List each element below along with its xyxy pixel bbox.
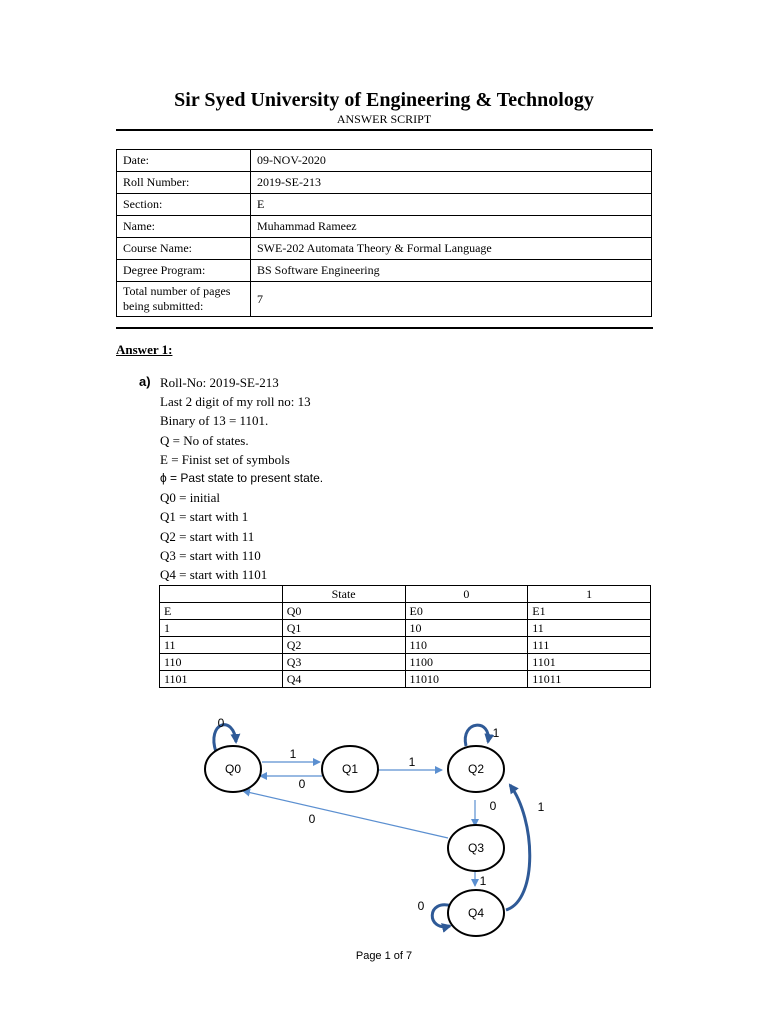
state-table-cell: E1 <box>528 603 651 620</box>
state-table-cell: E <box>160 603 283 620</box>
state-table-cell: 11 <box>528 620 651 637</box>
answer-line: ϕ = Past state to present state. <box>160 471 324 486</box>
state-table-cell: 10 <box>405 620 528 637</box>
answer-lines <box>160 373 323 584</box>
loop-q2 <box>465 725 488 746</box>
info-row <box>117 282 652 317</box>
state-label-q1: Q1 <box>341 762 359 776</box>
info-row <box>117 238 652 260</box>
state-table-cell: 1101 <box>160 671 283 688</box>
state-table-cell: Q3 <box>282 654 405 671</box>
table-row <box>160 603 651 620</box>
state-table-cell: 11010 <box>405 671 528 688</box>
state-table-header <box>160 586 651 603</box>
state-table-cell: 11 <box>160 637 283 654</box>
answer-line: Roll-No: 2019-SE-213 <box>160 375 279 390</box>
state-table-header-cell <box>160 586 283 603</box>
answer-heading: Answer 1: <box>116 342 173 357</box>
info-value: SWE-202 Automata Theory & Formal Language <box>251 238 652 260</box>
state-table-cell: 111 <box>528 637 651 654</box>
state-table-header-cell: 1 <box>528 586 651 603</box>
answer-line: E = Finist set of symbols <box>160 451 290 467</box>
info-label: Degree Program: <box>117 260 251 282</box>
edge-label-q3-q4: 1 <box>479 874 487 888</box>
state-table-cell: E0 <box>405 603 528 620</box>
edge-q3-q0 <box>243 791 448 838</box>
info-label: Total number of pages being submitted: <box>117 282 251 317</box>
answer-line: Q = No of states. <box>160 432 249 448</box>
state-label-q4: Q4 <box>467 906 485 920</box>
info-value: Muhammad Rameez <box>251 216 652 238</box>
info-row <box>117 150 652 172</box>
edge-label-q4-q2: 1 <box>537 800 545 814</box>
state-table-cell: 11011 <box>528 671 651 688</box>
edge-label-q4-self: 0 <box>417 899 425 913</box>
info-value: BS Software Engineering <box>251 260 652 282</box>
state-table-cell: 1101 <box>528 654 651 671</box>
edge-label-q2-self: 1 <box>492 726 500 740</box>
edge-label-q1-q2: 1 <box>408 755 416 769</box>
edge-label-q0-q1: 1 <box>289 747 297 761</box>
table-row <box>160 620 651 637</box>
info-label: Roll Number: <box>117 172 251 194</box>
state-table-cell: 1100 <box>405 654 528 671</box>
edge-label-q1-q0: 0 <box>298 777 306 791</box>
state-table-cell: 1 <box>160 620 283 637</box>
info-label: Date: <box>117 150 251 172</box>
header-divider <box>116 129 653 131</box>
info-label: Course Name: <box>117 238 251 260</box>
edge-label-q2-q3: 0 <box>489 799 497 813</box>
state-table-cell: Q4 <box>282 671 405 688</box>
edge-q4-q2 <box>506 785 530 910</box>
info-divider <box>116 327 653 329</box>
state-table-header-cell: State <box>282 586 405 603</box>
info-label: Section: <box>117 194 251 216</box>
item-marker: a) <box>139 374 151 389</box>
university-title: Sir Syed University of Engineering & Technology <box>174 89 594 111</box>
student-info-table <box>116 149 652 317</box>
table-row <box>160 637 651 654</box>
table-row <box>160 654 651 671</box>
state-table-cell: Q1 <box>282 620 405 637</box>
answer-line: Last 2 digit of my roll no: 13 <box>160 394 311 410</box>
info-row <box>117 260 652 282</box>
answer-line: Q1 = start with 1 <box>160 509 249 525</box>
answer-line: Binary of 13 = 1101. <box>160 413 269 429</box>
info-label: Name: <box>117 216 251 238</box>
state-table-cell: 110 <box>405 637 528 654</box>
state-diagram <box>0 700 768 950</box>
info-value: E <box>251 194 652 216</box>
info-value: 7 <box>251 282 652 317</box>
state-label-q0: Q0 <box>224 762 242 776</box>
table-row <box>160 671 651 688</box>
info-row <box>117 194 652 216</box>
answer-line: Q0 = initial <box>160 490 221 506</box>
state-label-q3: Q3 <box>467 841 485 855</box>
answer-line: Q3 = start with 110 <box>160 547 261 563</box>
state-label-q2: Q2 <box>467 762 485 776</box>
info-row <box>117 216 652 238</box>
edge-label-q0-self: 0 <box>217 716 225 730</box>
info-row <box>117 172 652 194</box>
state-table-cell: Q2 <box>282 637 405 654</box>
answer-line: Q2 = start with 11 <box>160 528 255 544</box>
info-value: 2019-SE-213 <box>251 172 652 194</box>
info-value: 09-NOV-2020 <box>251 150 652 172</box>
state-table <box>159 585 651 688</box>
state-table-cell: Q0 <box>282 603 405 620</box>
edge-label-q3-q0: 0 <box>308 812 316 826</box>
answer-line: Q4 = start with 1101 <box>160 567 268 583</box>
state-table-cell: 110 <box>160 654 283 671</box>
answer-script-subtitle: ANSWER SCRIPT <box>336 112 432 126</box>
state-table-header-cell: 0 <box>405 586 528 603</box>
page-number: Page 1 of 7 <box>355 950 413 962</box>
